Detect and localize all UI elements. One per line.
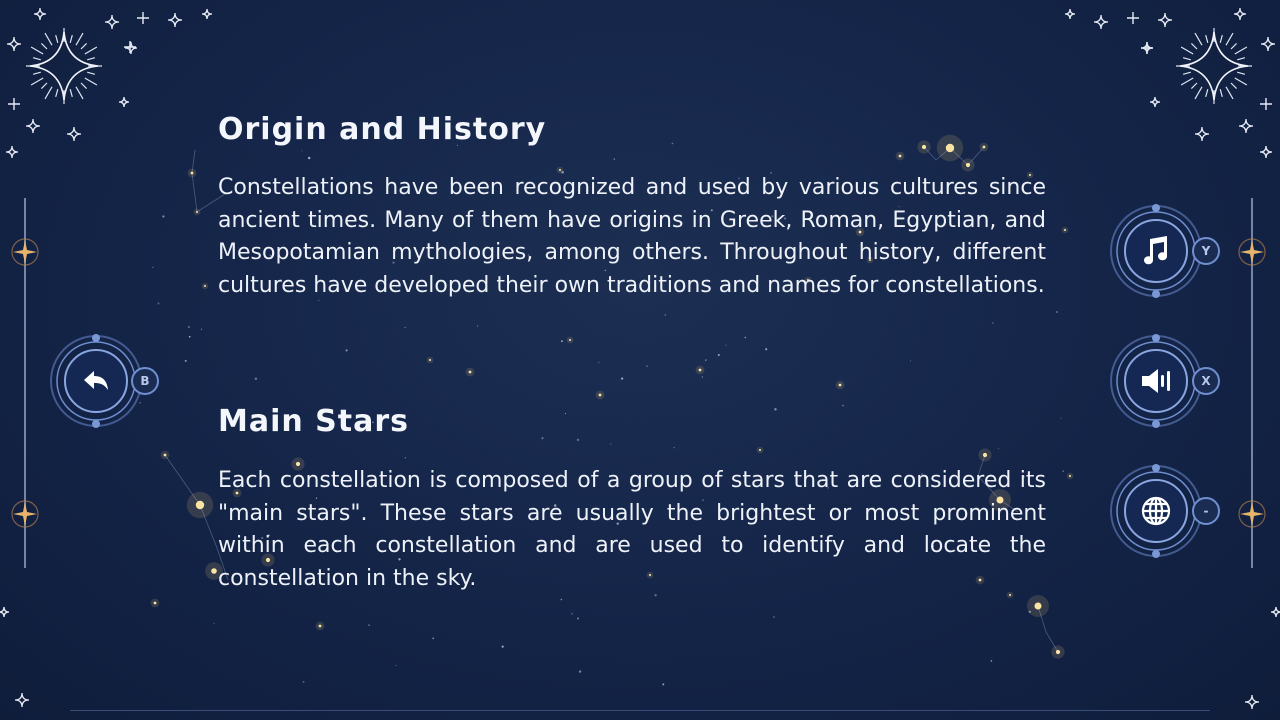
star — [164, 454, 167, 457]
star — [983, 453, 987, 457]
dust-star — [577, 439, 579, 441]
corner-sparkle — [0, 607, 9, 617]
dust-star — [368, 624, 370, 626]
dust-star — [308, 157, 311, 160]
bottom-divider — [70, 710, 1210, 711]
star — [429, 359, 431, 361]
corner-sparkle — [168, 13, 182, 27]
corner-sparkle — [1195, 127, 1209, 141]
sound-toggle-button[interactable] — [1109, 334, 1203, 428]
dust-star — [705, 359, 706, 360]
dust-star — [665, 314, 666, 315]
corner-sparkle — [1271, 607, 1280, 617]
back-button-badge: B — [131, 367, 159, 395]
star — [196, 211, 198, 213]
corner-sparkle — [1260, 146, 1272, 158]
star — [191, 172, 194, 175]
language-button-badge: - — [1192, 497, 1220, 525]
star — [319, 625, 322, 628]
back-button[interactable] — [49, 334, 143, 428]
dust-star — [842, 405, 843, 406]
dust-star — [745, 337, 746, 338]
corner-plus-star — [137, 12, 149, 24]
right-rail-bottom-star-icon — [1236, 498, 1268, 530]
dust-star — [560, 599, 562, 601]
star — [983, 146, 986, 149]
star — [196, 501, 204, 509]
dust-star — [577, 618, 579, 620]
dust-star — [1061, 418, 1062, 419]
corner-plus-star — [1141, 42, 1153, 54]
corner-sparkle — [105, 15, 119, 29]
dust-star — [991, 660, 993, 662]
star — [569, 339, 571, 341]
dust-star — [346, 349, 348, 351]
dust-star — [255, 378, 258, 381]
corner-burst-top-right-rays — [1176, 28, 1252, 104]
star — [469, 371, 472, 374]
dust-star — [565, 413, 566, 414]
dust-star — [189, 336, 191, 338]
dust-star — [541, 437, 543, 439]
corner-sparkle — [1261, 37, 1275, 51]
corner-sparkle — [1150, 97, 1160, 107]
music-toggle-button[interactable] — [1109, 204, 1203, 298]
star — [1056, 650, 1060, 654]
speaker-icon — [1136, 361, 1176, 401]
dust-star — [579, 670, 581, 672]
star — [599, 394, 602, 397]
dust-star — [1062, 470, 1064, 472]
corner-sparkle — [6, 146, 18, 158]
dust-star — [725, 345, 726, 346]
dust-star — [662, 683, 664, 685]
corner-sparkle — [119, 97, 129, 107]
back-arrow-icon — [76, 361, 116, 401]
corner-sparkle — [7, 37, 21, 51]
corner-sparkle — [1234, 8, 1246, 20]
corner-sparkle — [125, 42, 137, 54]
star — [946, 144, 954, 152]
dust-star — [395, 665, 396, 666]
star — [1035, 603, 1042, 610]
section-body-origin: Constellations have been recognized and used by various cultures since ancient times. Many of them have origins in Greek, Roman, Egyptian, and Mesopotamian mythologies, among others. Throughout history, different cultures have developed their own traditions and names for constellations. — [218, 175, 1046, 298]
dust-star — [718, 354, 720, 356]
globe-icon — [1136, 491, 1176, 531]
sound-button-badge: X — [1192, 367, 1220, 395]
dust-star — [404, 327, 406, 329]
corner-plus-star — [8, 98, 20, 110]
dust-star — [301, 150, 302, 151]
corner-sparkle — [1239, 119, 1253, 133]
dust-star — [188, 326, 190, 328]
star — [922, 145, 926, 149]
star — [211, 568, 217, 574]
dust-star — [158, 303, 160, 305]
dust-star — [998, 448, 999, 449]
corner-sparkle — [67, 127, 81, 141]
dust-star — [992, 322, 993, 323]
music-note-icon — [1136, 231, 1176, 271]
corner-sparkle — [1094, 15, 1108, 29]
star — [966, 163, 970, 167]
dust-star — [185, 360, 187, 362]
corner-sparkle — [34, 8, 46, 20]
dust-star — [674, 447, 675, 448]
corner-plus-star — [124, 41, 136, 53]
section-body-main-stars: Each constellation is composed of a group of stars that are considered its "main stars". These stars are usually the brightest or most prominent within each constellation and are used to identify and locate the constellation in the sky. — [218, 468, 1046, 591]
star — [899, 155, 902, 158]
dust-star — [1029, 611, 1031, 613]
dust-star — [162, 215, 164, 217]
dust-star — [774, 408, 776, 410]
dust-star — [765, 348, 767, 350]
dust-star — [201, 329, 202, 330]
dust-star — [773, 616, 774, 617]
dust-star — [1056, 311, 1058, 313]
dust-star — [502, 646, 504, 648]
dust-star — [702, 376, 703, 377]
corner-plus-star — [1260, 98, 1272, 110]
section-heading-origin: Origin and History — [218, 112, 547, 147]
dust-star — [646, 366, 647, 367]
language-button[interactable] — [1109, 464, 1203, 558]
star — [759, 449, 761, 451]
dust-star — [672, 143, 674, 145]
corner-sparkle — [1065, 9, 1075, 19]
corner-sparkle — [15, 693, 29, 707]
star — [204, 285, 206, 287]
dust-star — [614, 158, 615, 159]
dust-star — [561, 340, 563, 342]
star — [154, 602, 157, 605]
corner-sparkle — [26, 119, 40, 133]
dust-star — [214, 623, 215, 624]
right-rail-top-star-icon — [1236, 236, 1268, 268]
section-heading-main-stars: Main Stars — [218, 404, 410, 439]
star — [559, 169, 561, 171]
corner-plus-star — [1127, 12, 1139, 24]
music-button-badge: Y — [1192, 237, 1220, 265]
star — [839, 384, 842, 387]
dust-star — [571, 613, 573, 615]
dust-star — [477, 325, 478, 326]
dust-star — [405, 457, 406, 458]
star — [1064, 229, 1066, 231]
star — [699, 369, 702, 372]
dust-star — [621, 377, 623, 379]
corner-sparkle — [1158, 13, 1172, 27]
dust-star — [910, 360, 911, 361]
dust-star — [610, 443, 611, 444]
dust-star — [432, 637, 434, 639]
left-rail-top-star-icon — [9, 236, 41, 268]
corner-burst-top-right — [1180, 32, 1248, 100]
star — [1069, 475, 1071, 477]
corner-sparkle — [1245, 695, 1259, 709]
dust-star — [303, 681, 305, 683]
corner-burst-top-left-rays — [26, 28, 102, 104]
corner-sparkle — [202, 9, 212, 19]
corner-burst-top-left — [30, 32, 98, 100]
dust-star — [152, 267, 153, 268]
left-rail-bottom-star-icon — [9, 498, 41, 530]
dust-star — [598, 362, 599, 363]
